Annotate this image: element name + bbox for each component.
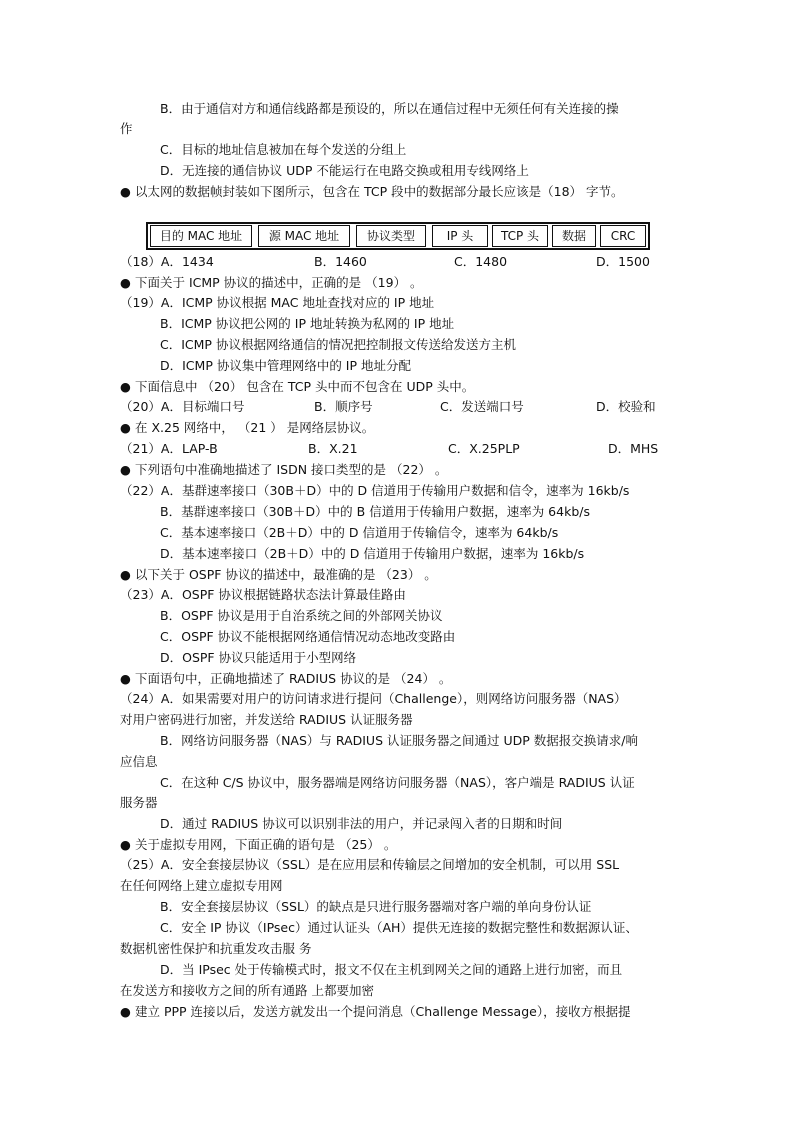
q25-option-c: C．安全 IP 协议（IPsec）通过认证头（AH）提供无连接的数据完整性和数据源认证、 <box>160 920 638 935</box>
frame-field-ip-header: IP 头 <box>432 225 488 247</box>
q18-option-c: C．1480 <box>454 254 508 269</box>
q19-stem-text: 下面关于 ICMP 协议的描述中，正确的是 （19） 。 <box>135 275 423 290</box>
frame-field-src-mac: 源 MAC 地址 <box>258 225 350 247</box>
q25-option-a: （25）A．安全套接层协议（SSL）是在应用层和传输层之间增加的安全机制，可以用 SSL <box>120 857 620 872</box>
q26-stem-text: 建立 PPP 连接以后，发送方就发出一个提问消息（Challenge Message），接收方根据提 <box>135 1004 631 1019</box>
q20-option-c: C．发送端口号 <box>440 399 524 414</box>
q22-stem <box>120 461 447 478</box>
q24-stem <box>120 670 451 687</box>
q25-option-a-cont: 在任何网络上建立虚拟专用网 <box>120 878 283 893</box>
q26-stem <box>120 1003 631 1020</box>
q23-option-a: （23）A．OSPF 协议根据链路状态法计算最佳路由 <box>120 587 406 602</box>
frame-field-crc: CRC <box>600 225 646 247</box>
q23-stem-text: 以下关于 OSPF 协议的描述中，最准确的是 （23） 。 <box>135 567 437 582</box>
frame-field-protocol-type: 协议类型 <box>356 225 426 247</box>
q20-option-d: D．校验和 <box>596 399 656 414</box>
q24-option-b: B．网络访问服务器（NAS）与 RADIUS 认证服务器之间通过 UDP 数据报交换请求/响 <box>160 733 638 748</box>
q24-option-d: D．通过 RADIUS 协议可以识别非法的用户，并记录闯入者的日期和时间 <box>160 816 563 831</box>
bullet-icon: ● <box>120 420 131 435</box>
q22-option-b: B．基群速率接口（30B＋D）中的 B 信道用于传输用户数据，速率为 64kb/s <box>160 504 590 519</box>
q25-stem <box>120 836 396 853</box>
q21-stem-text: 在 X.25 网络中， （21 ） 是网络层协议。 <box>135 420 375 435</box>
q25-option-b: B．安全套接层协议（SSL）的缺点是只进行服务器端对客户端的单向身份认证 <box>160 899 592 914</box>
q21-option-a: （21）A．LAP-B <box>120 441 218 456</box>
bullet-icon: ● <box>120 567 131 582</box>
bullet-icon: ● <box>120 275 131 290</box>
q21-stem <box>120 419 374 436</box>
q25-stem-text: 关于虚拟专用网，下面正确的语句是 （25） 。 <box>135 837 397 852</box>
q20-option-a: （20）A．目标端口号 <box>120 399 245 414</box>
q22-option-a: （22）A．基群速率接口（30B＋D）中的 D 信道用于传输用户数据和信令，速率为 16kb/s <box>120 483 630 498</box>
q25-option-d: D．当 IPsec 处于传输模式时，报文不仅在主机到网关之间的通路上进行加密，而且 <box>160 962 623 977</box>
frame-field-data: 数据 <box>552 225 596 247</box>
q22-option-c: C．基本速率接口（2B＋D）中的 D 信道用于传输信令，速率为 64kb/s <box>160 525 559 540</box>
bullet-icon: ● <box>120 184 131 199</box>
bullet-icon: ● <box>120 837 131 852</box>
q22-stem-text: 下列语句中准确地描述了 ISDN 接口类型的是 （22） 。 <box>135 462 448 477</box>
q24-option-a-cont: 对用户密码进行加密，并发送给 RADIUS 认证服务器 <box>120 712 413 727</box>
bullet-icon: ● <box>120 1004 131 1019</box>
q24-option-c: C．在这种 C/S 协议中，服务器端是网络访问服务器（NAS），客户端是 RADIUS 认证 <box>160 775 635 790</box>
bullet-icon: ● <box>120 462 131 477</box>
q17-option-b-cont: 作 <box>120 121 133 136</box>
q23-option-c: C．OSPF 协议不能根据网络通信情况动态地改变路由 <box>160 629 456 644</box>
q19-stem <box>120 274 423 291</box>
q24-option-c-cont: 服务器 <box>120 795 158 810</box>
q23-option-b: B．OSPF 协议是用于自治系统之间的外部网关协议 <box>160 608 443 623</box>
q18-stem <box>120 183 624 200</box>
q17-option-b: B．由于通信对方和通信线路都是预设的，所以在通信过程中无须任何有关连接的操 <box>160 101 619 116</box>
q21-option-c: C．X.25PLP <box>448 441 520 456</box>
bullet-icon: ● <box>120 671 131 686</box>
q20-option-b: B．顺序号 <box>314 399 373 414</box>
q17-option-c: C．目标的地址信息被加在每个发送的分组上 <box>160 142 407 157</box>
frame-field-tcp-header: TCP 头 <box>492 225 548 247</box>
q25-option-d-cont: 在发送方和接收方之间的所有通路 上都要加密 <box>120 983 374 998</box>
q17-option-d: D．无连接的通信协议 UDP 不能运行在电路交换或租用专线网络上 <box>160 163 529 178</box>
q19-option-a: （19）A．ICMP 协议根据 MAC 地址查找对应的 IP 地址 <box>120 295 435 310</box>
q24-option-a: （24）A．如果需要对用户的访问请求进行提问（Challenge），则网络访问服务器（NAS） <box>120 691 627 706</box>
q20-stem-text: 下面信息中 （20） 包含在 TCP 头中而不包含在 UDP 头中。 <box>135 379 475 394</box>
q23-option-d: D．OSPF 协议只能适用于小型网络 <box>160 650 357 665</box>
q23-stem <box>120 566 437 583</box>
q21-option-b: B．X.21 <box>308 441 358 456</box>
q18-option-a: （18）A．1434 <box>120 254 214 269</box>
q22-option-d: D．基本速率接口（2B＋D）中的 D 信道用于传输用户数据，速率为 16kb/s <box>160 546 585 561</box>
q24-stem-text: 下面语句中，正确地描述了 RADIUS 协议的是 （24） 。 <box>135 671 452 686</box>
q18-option-b: B．1460 <box>314 254 367 269</box>
q25-option-c-cont: 数据机密性保护和抗重发攻击服 务 <box>120 941 312 956</box>
q21-option-d: D．MHS <box>608 441 659 456</box>
q19-option-d: D．ICMP 协议集中管理网络中的 IP 地址分配 <box>160 358 412 373</box>
bullet-icon: ● <box>120 379 131 394</box>
frame-field-dest-mac: 目的 MAC 地址 <box>150 225 252 247</box>
q19-option-c: C．ICMP 协议根据网络通信的情况把控制报文传送给发送方主机 <box>160 337 516 352</box>
q19-option-b: B．ICMP 协议把公网的 IP 地址转换为私网的 IP 地址 <box>160 316 455 331</box>
q24-option-b-cont: 应信息 <box>120 754 158 769</box>
q18-stem-text: 以太网的数据帧封装如下图所示，包含在 TCP 段中的数据部分最长应该是（18） 字节。 <box>135 184 624 199</box>
q18-option-d: D．1500 <box>596 254 650 269</box>
q20-stem <box>120 378 474 395</box>
